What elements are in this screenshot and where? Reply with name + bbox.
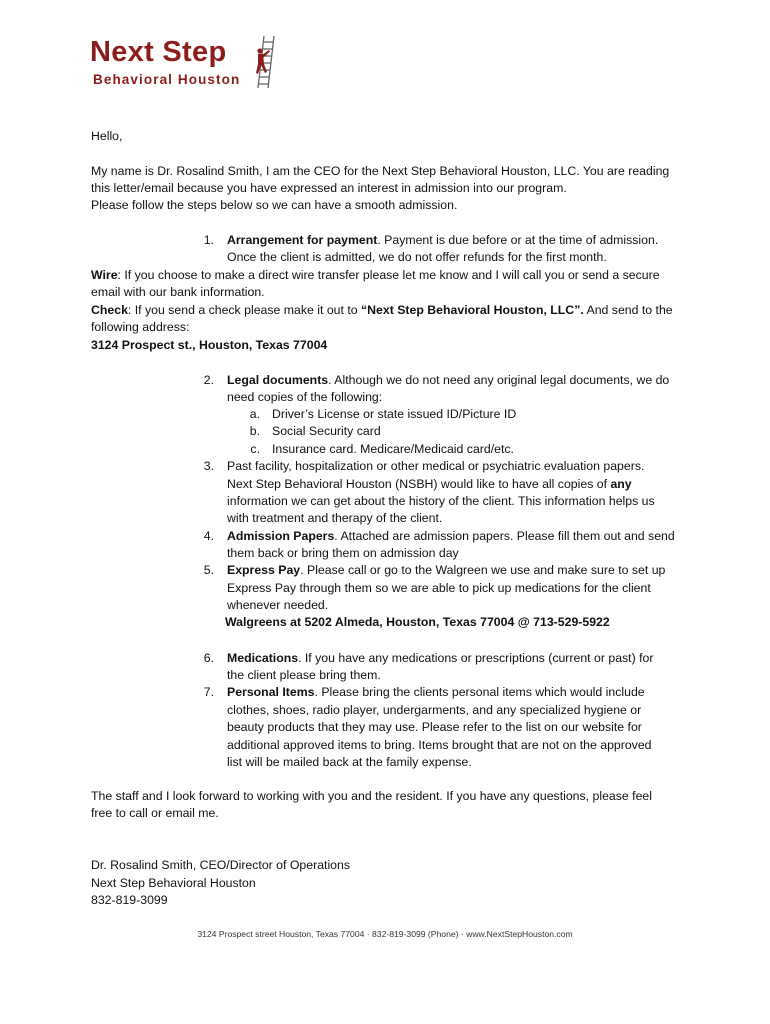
list-item-payment: Arrangement for payment. Payment is due before or at the time of admission. — [227, 233, 659, 247]
intro-line: Please follow the steps below so we can have a smooth admission. — [91, 198, 458, 212]
list-item-text: with treatment and therapy of the client. — [227, 511, 443, 525]
list-item-text: Next Step Behavioral Houston (NSBH) would like to have all copies of any — [227, 477, 632, 491]
item-title: Legal documents — [227, 373, 329, 387]
intro-line: My name is Dr. Rosalind Smith, I am the CEO for the Next Step Behavioral Houston, LLC. You are reading — [91, 164, 670, 178]
list-item-text: information we can get about the history of the client. This information helps us — [227, 494, 655, 508]
intro-line: this letter/email because you have expressed an interest in admission into our program. — [91, 181, 567, 195]
logo-title: Next Step — [90, 36, 227, 68]
item-title: Express Pay — [227, 563, 301, 577]
wire-info: Wire: If you choose to make a direct wire transfer please let me know and I will call you or send a secure — [91, 268, 660, 282]
item-title: Arrangement for payment — [227, 233, 378, 247]
signature-org: Next Step Behavioral Houston — [91, 876, 256, 890]
closing-line: free to call or email me. — [91, 806, 219, 820]
greeting: Hello, — [91, 129, 123, 143]
sub-letter: c. — [250, 442, 260, 456]
list-item-text: beauty products that they may use. Please refer to the list on our website for — [227, 720, 642, 734]
list-item-express-pay: Express Pay. Please call or go to the Walgreen we use and make sure to set up — [227, 563, 666, 577]
list-number: 7. — [203, 685, 214, 699]
list-item-text: the client please bring them. — [227, 668, 381, 682]
sub-letter: b. — [249, 424, 260, 438]
list-item-text: Once the client is admitted, we do not offer refunds for the first month. — [227, 250, 607, 264]
company-logo — [90, 34, 290, 94]
item-title: Personal Items — [227, 685, 315, 699]
signature-name: Dr. Rosalind Smith, CEO/Director of Operations — [91, 858, 351, 872]
list-item-text: them back or bring them on admission day — [227, 546, 459, 560]
sub-item: Insurance card. Medicare/Medicaid card/etc. — [272, 442, 514, 456]
sub-letter: a. — [249, 407, 260, 421]
list-item-text: Express Pay through them so we are able to pick up medications for the client — [227, 581, 651, 595]
signature-phone: 832-819-3099 — [91, 893, 168, 907]
list-item-text: additional approved items to bring. Items brought that are not on the approved — [227, 738, 652, 752]
walgreens-address: Walgreens at 5202 Almeda, Houston, Texas 77004 @ 713-529-5922 — [225, 615, 610, 629]
mailing-address: 3124 Prospect st., Houston, Texas 77004 — [91, 338, 328, 352]
list-number: 6. — [203, 651, 214, 665]
item-title: Admission Papers — [227, 529, 335, 543]
sub-item: Social Security card — [272, 424, 381, 438]
item-title: Medications — [227, 651, 299, 665]
list-number: 5. — [203, 563, 214, 577]
list-number: 2. — [203, 373, 214, 387]
list-number: 1. — [203, 233, 214, 247]
check-info: Check: If you send a check please make it out to “Next Step Behavioral Houston, LLC”. And send to the — [91, 303, 673, 317]
list-item-history: Past facility, hospitalization or other medical or psychiatric evaluation papers. — [227, 459, 645, 473]
closing-line: The staff and I look forward to working with you and the resident. If you have any questions, please feel — [91, 789, 652, 803]
list-number: 3. — [203, 459, 214, 473]
list-item-text: need copies of the following: — [227, 390, 383, 404]
list-item-personal: Personal Items. Please bring the clients personal items which would include — [227, 685, 645, 699]
page-footer: 3124 Prospect street Houston, Texas 77004 · 832-819-3099 (Phone) · www.NextStepHouston.com — [197, 929, 573, 939]
list-item-text: clothes, shoes, radio player, undergarments, and any specialized hygiene or — [227, 703, 642, 717]
list-item-legal: Legal documents. Although we do not need any original legal documents, we do — [227, 373, 670, 387]
list-number: 4. — [203, 529, 214, 543]
sub-item: Driver’s License or state issued ID/Picture ID — [272, 407, 517, 421]
ladder-climber-icon — [250, 34, 282, 90]
check-info-cont: following address: — [91, 320, 190, 334]
list-item-text: list will be mailed back at the family expense. — [227, 755, 472, 769]
list-item-medications: Medications. If you have any medications or prescriptions (current or past) for — [227, 651, 654, 665]
logo-subtitle: Behavioral Houston — [93, 72, 241, 87]
list-item-text: whenever needed. — [227, 598, 329, 612]
wire-info-cont: email with our bank information. — [91, 285, 265, 299]
list-item-admission: Admission Papers. Attached are admission papers. Please fill them out and send — [227, 529, 675, 543]
